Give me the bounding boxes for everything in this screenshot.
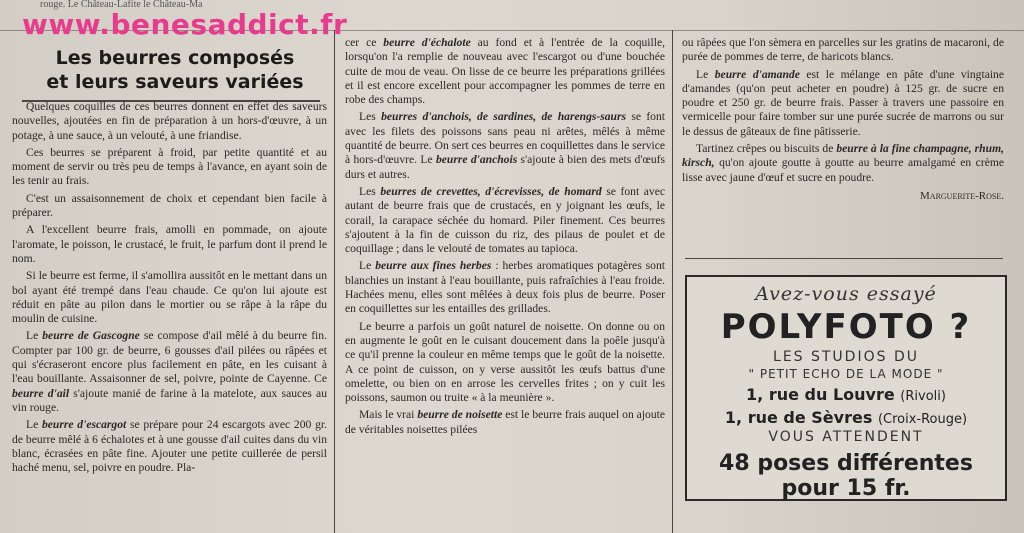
term-fine-champagne: beurre à la fine champagne, rhum, kirsch, [682,142,1004,170]
street: 1, rue du Louvre [746,385,895,404]
polyfoto-advertisement [685,275,1007,501]
paragraph: A l'excellent beurre frais, amolli en pommade, on ajoute l'aromate, le poisson, le crustacé, le fruit, le parfum dont il prend le nom. [12,223,327,265]
watermark: www.benesaddict.fr [22,8,348,41]
ad-tagline: Avez-vous essayé [755,283,937,305]
text: se font avec autant de beurre frais que de crustacés, en y joignant les œufs, le corail, la carapace séchée du homard. Piler finement. Ces beurres s'ajoutent à la fin de cuisson du riz, des pilaus de poulet et de coquillage ; dans le velouté de tomates au tapioca. [345,184,666,256]
text: qu'on ajoute goutte à goutte au beurre amalgamé en crème lisse avec jaune d'œuf et sucre en poudre. [682,156,1004,184]
term-echalote: beurre d'échalote [383,36,471,49]
term-gascogne: beurre de Gascogne [42,329,140,343]
paragraph-crepes [682,142,1004,185]
paragraph: Ces beurres se préparent à froid, par petite quantité et au moment de servir ou très peu de temps à l'avance, en ayant soin de les tenir au frais. [12,145,327,188]
area: (Croix-Rouge) [877,412,968,427]
text: Mais le vrai [359,408,418,422]
text: s'ajoute à bien des mets d'œufs durs et autres. [345,153,665,181]
paragraph-escargot: Le beurre d'escargot se prépare pour 24 escargots avec 200 gr. de beurre mêlé à 6 échalotes et à une gousse d'ail cuites dans du vin blanc, écrasées en pâte fine. Ajouter une petite cuillerée de persil haché menu, sel, poivre en poudre. Pla- [12,418,327,475]
paragraph: C'est un assaisonnement de choix et cependant bien facile à préparer. [12,191,327,220]
paragraph-amande: Le beurre d'amande est le mélange en pâte d'une vingtaine d'amandes (qu'on peut acheter en poudre) à 125 gr. de sucre en poudre et 250 gr. de beurre frais. Passer à travers une passoire en vermicelle pour faire tomber sur une purée sucrée de marrons ou sur le dessus de gâteaux de fine pâtisserie. [682,67,1004,138]
paragraph-gascogne: Le beurre de Gascogne se compose d'ail mêlé à du beurre fin. Compter par 100 gr. de beurre, 6 gousses d'ail pilées ou râpées et qui s'écraseront encore plus facilement en pâte, en les cuisant à l'eau bouillante. Assaisonner de sel, poivre, pointe de Cayenne. Ce beurre d'ail s'ajoute manié de farine à la matelote, aux sauces au vin rouge. [12,329,327,414]
street: 1, rue de Sèvres [724,408,873,427]
author-signature: Marguerite-Rose. [920,189,1004,202]
ad-address-2 [687,408,1005,427]
area: (Rivoli) [900,389,946,404]
paragraph: Quelques coquilles de ces beurres donnent en effet des saveurs nouvelles, ajoutées en fin de préparation à un hors-d'œuvre, à un potage, à une sauce, à un velouté, à une friandise. [12,100,327,142]
paragraph-echalote [345,36,665,107]
paragraph-vrai-noisette [345,408,665,437]
text: est le mélange en pâte d'une vingtaine d'amandes (qu'on peut acheter en poudre) à 125 gr. de sucre en poudre et 250 gr. de beurre frais. Passer à travers une passoire en vermicelle pour faire tomber sur une purée sucrée de marrons ou sur le dessus de gâteaux de fine pâtisserie. [682,67,1004,138]
paragraph-crevettes: Les beurres de crevettes, d'écrevisses, de homard se font avec autant de beurre frais que de crustacés, en y joignant les œufs, le corail, la carapace séchée du homard. Piler finement. Ces beurres s'ajoutent à la fin de cuisson du riz, des pilaus de poulet et de coquillage ; dans le velouté de tomates au tapioca. [345,184,666,256]
ad-magazine: " PETIT ECHO DE LA MODE " [748,367,944,381]
term-noisette: beurre de noisette [417,408,503,422]
ad-offer: 48 poses différentes pour 15 fr. [719,451,973,501]
text: au fond et à l'entrée de la coquille, lorsqu'on l'a remplie de nouveau avec l'escargot ou d'une bouchée cuite de mou de veau. On lisse de ce beurre les préparations grillées et il est encore excellent pour accompagner les pommes de terre en robe des champs. [345,36,666,107]
paragraph: Si le beurre est ferme, il s'amollira aussitôt en le mettant dans un bol ayant été trempé dans l'eau chaude. Ce qu'on lui ajoute est réduit en pâte au pilon dans le mortier ou se râpe à la râpe du moulin de cuisine. [12,269,327,326]
headline-line-1: Les beurres composés [55,47,295,69]
ad-brand: POLYFOTO ? [720,307,972,347]
paragraph: ou râpées que l'on sèmera en parcelles sur les gratins de macaroni, de purée de pommes de terre, de haricots blancs. [682,36,1004,64]
text: est le beurre frais auquel on ajoute de véritables noisettes pilées [345,408,665,436]
paragraph-herbes: Le beurre aux fines herbes : herbes aromatiques potagères sont blanchies un instant à l'eau bouillante, puis rafraîchies à l'eau froide. Hachées menu, elles sont mêlées à deux fois plus de beurre. Poser en coquillettes sur les entailles des grillades. [345,259,665,316]
term-fines-herbes: beurre aux fines herbes [375,259,492,273]
previous-article-fragment: rouge. Le Château-Lafite le Château-Ma [40,0,203,10]
article-column-3 [682,36,1004,203]
term-escargot: beurre d'escargot [41,418,127,432]
text: se compose d'ail mêlé à du beurre fin. Compter par 100 gr. de beurre, 6 gousses d'ail pilées ou râpées et qui s'écraseront encore plus facilement en pâte, en les cuisant à l'eau bouillante. Assaisonner de sel, poivre, pointe de Cayenne. Ce [12,329,327,386]
text: : herbes aromatiques potagères sont blanchies un instant à l'eau bouillante, puis rafraîchies à l'eau froide. Hachées menu, elles sont mêlées à deux fois plus de beurre. Poser en coquillettes sur les entailles des grillades. [345,259,665,316]
headline-line-2: et leurs saveurs variées [46,71,304,93]
paragraph-anchois: Les beurres d'anchois, de sardines, de harengs-saurs se font avec les filets des poissons sans peau ni arêtes, mêlés à même quantité de beurre. On sert ces beurres en coquillettes dans le service à hors-d'œuvre. Le beurre d'anchois s'ajoute à bien des mets d'œufs durs et autres. [345,110,665,181]
text: Tartinez crêpes ou biscuits de [696,142,837,156]
paragraph-noisette: Le beurre a parfois un goût naturel de noisette. On donne ou on en augmente le goût en le cuisant doucement dans la poêle jusqu'à ce qu'il prenne la couleur en même temps que le goût de la noisette. A ce point de cuisson, on y verse aussitôt les œufs battus d'une omelette, ou bien on en arrose les cervelles frites ; on y cuit les poissons, saumon ou truite « à la meunière ». [345,319,665,405]
term-amande: beurre d'amande [714,67,800,81]
article-column-2 [345,36,665,440]
text: se prépare pour 24 escargots avec 200 gr. de beurre mêlé à 6 échalotes et à une gousse d'ail cuites dans du vin blanc, écrasées en pâte fine. Ajouter une petite cuillerée de persil haché menu, sel, poivre en poudre. Pla- [12,418,327,475]
term-anchois-2: beurre d'anchois [435,153,518,167]
text: cer ce [345,36,384,49]
article-headline [30,46,320,94]
article-column-1 [12,100,327,478]
column-rule-left [334,30,335,533]
text: s'ajoute manié de farine à la matelote, aux sauces au vin rouge. [12,386,327,414]
ad-waiting: VOUS ATTENDENT [768,429,924,445]
term-anchois: beurres d'anchois, de sardines, de harengs-saurs [381,110,627,124]
term-ail: beurre d'ail [12,386,70,400]
ad-separator [685,258,1003,259]
ad-address-1 [687,385,1005,404]
ad-studios: LES STUDIOS DU [773,349,919,365]
term-crevettes: beurres de crevettes, d'écrevisses, de homard [380,184,602,198]
column-rule-right [672,30,673,533]
text: se font avec les filets des poissons sans peau ni arêtes, mêlés à même quantité de beurre. On sert ces beurres en coquillettes dans le service à hors-d'œuvre. Le [345,110,665,167]
